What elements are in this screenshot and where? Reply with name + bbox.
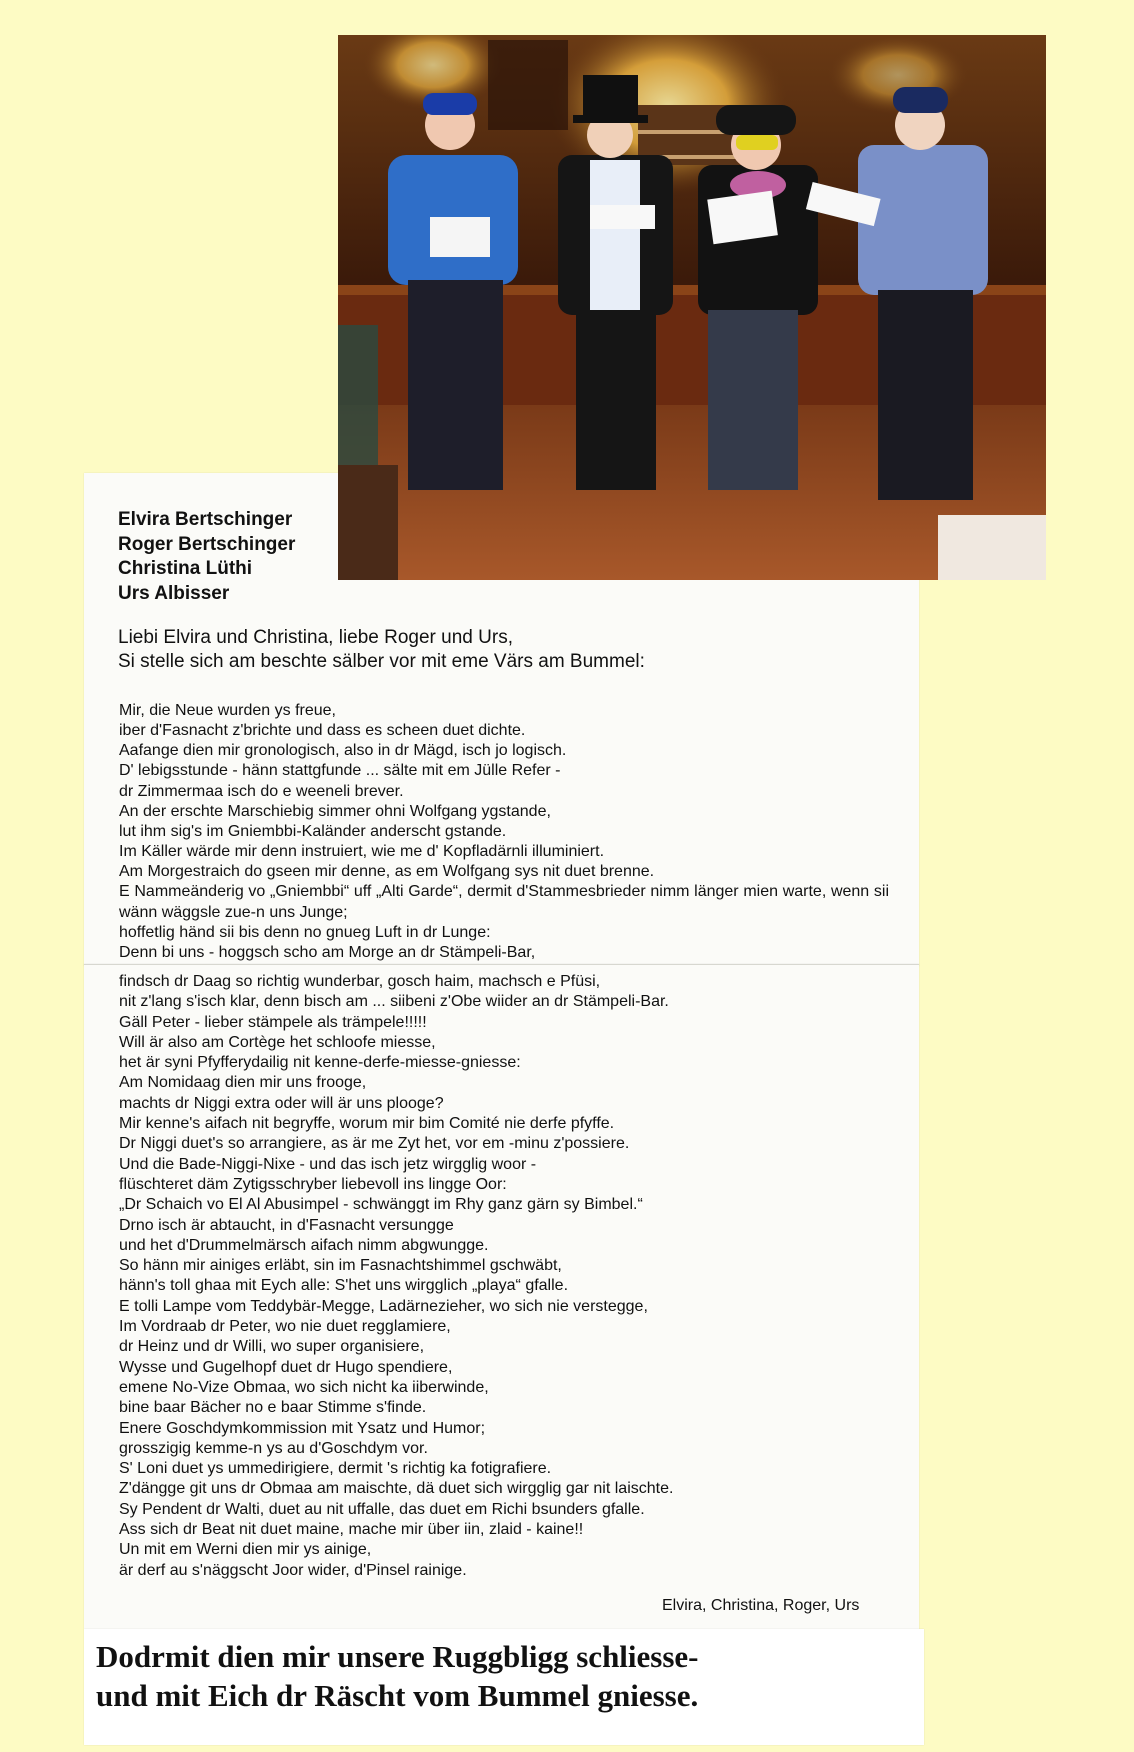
poem-line: dr Heinz und dr Willi, wo super organisiere, [119, 1338, 425, 1356]
poem-line: Im Vordraab dr Peter, wo nie duet regglamiere, [119, 1318, 451, 1336]
poem-line: hoffetlig händ sii bis denn no gnueg Luft in dr Lunge: [119, 923, 491, 941]
poem-line: Am Nomidaag dien mir uns frooge, [119, 1074, 367, 1092]
poem-line: So hänn mir ainiges erläbt, sin im Fasnachtshimmel gschwäbt, [119, 1257, 562, 1275]
greeting-line: Liebi Elvira und Christina, liebe Roger und Urs, [118, 627, 513, 648]
poem-line: Drno isch är abtaucht, in d'Fasnacht versungge [119, 1216, 454, 1234]
poem-line: Un mit em Werni dien mir ys ainige, [119, 1541, 372, 1559]
poem-line: het är syni Pfyfferydailig nit kenne-derfe-miesse-gniesse: [119, 1054, 521, 1072]
closing-line: und mit Eich dr Räscht vom Bummel gniesse. [96, 1678, 699, 1713]
names-block [118, 508, 295, 606]
closing-line: Dodrmit dien mir unsere Ruggbligg schliesse- [96, 1639, 699, 1674]
name-line: Urs Albisser [118, 582, 230, 604]
poem-line: „Dr Schaich vo El Al Abusimpel - schwänggt im Rhy ganz gärn sy Bimbel.“ [119, 1196, 643, 1214]
poem-line: dr Zimmermaa isch do e weeneli brever. [119, 782, 404, 800]
closing-verse [96, 1637, 699, 1715]
poem-line: Und die Bade-Niggi-Nixe - und das isch jetz wirgglig woor - [119, 1155, 537, 1173]
group-photo [338, 35, 1046, 580]
poem-line: Aafange dien mir gronologisch, also in dr Mägd, isch jo logisch. [119, 742, 567, 760]
poem-line: E tolli Lampe vom Teddybär-Megge, Ladärnezieher, wo sich nie verstegge, [119, 1297, 648, 1315]
poem-line: grosszigig kemme-n ys au d'Goschdym vor. [119, 1439, 428, 1457]
poem-line: flüschteret däm Zytigsschryber liebevoll ins lingge Oor: [119, 1175, 507, 1193]
poem-line: Im Käller wärde mir denn instruiert, wie me d' Kopfladärnli illuminiert. [119, 843, 605, 861]
poem-line: findsch dr Daag so richtig wunderbar, gosch haim, machsch e Pfüsi, [119, 973, 601, 990]
poem-line: E Nammeänderig vo „Gniembbi“ uff „Alti Garde“, dermit d'Stammesbrieder nimm länger mien warte, wenn sii wänn wäggsle zue-n uns Junge; [119, 883, 889, 921]
greeting-line: Si stelle sich am beschte sälber vor mit eme Värs am Bummel: [118, 651, 645, 672]
poem-line: bine baar Bächer no e baar Stimme s'finde. [119, 1399, 427, 1417]
poem-line: nit z'lang s'isch klar, denn bisch am ... siibeni z'Obe wiider an dr Stämpeli-Bar. [119, 993, 669, 1011]
poem-line: Sy Pendent dr Walti, duet au nit uffalle, das duet em Richi bsunders gfalle. [119, 1500, 645, 1518]
poem-line: Mir, die Neue wurden ys freue, [119, 702, 336, 719]
poem-line: Dr Niggi duet's so arrangiere, as är me Zyt het, vor em -minu z'possiere. [119, 1135, 630, 1153]
poem-line: emene No-Vize Obmaa, wo sich nicht ka iiberwinde, [119, 1378, 489, 1396]
poem-line: är derf au s'näggscht Joor wider, d'Pinsel rainige. [119, 1561, 467, 1579]
name-line: Roger Bertschinger [118, 533, 296, 555]
name-line: Elvira Bertschinger [118, 509, 293, 530]
poem-line: Enere Goschdymkommission mit Ysatz und Humor; [119, 1419, 486, 1437]
poem-line: lut ihm sig's im Gniembbi-Kaländer anderscht gstande. [119, 822, 507, 840]
name-line: Christina Lüthi [118, 558, 253, 579]
poem-line: An der erschte Marschiebig simmer ohni Wolfgang ygstande, [119, 802, 551, 820]
signature: Elvira, Christina, Roger, Urs [662, 1597, 860, 1614]
greeting [118, 626, 645, 674]
group-photo-icon [338, 35, 1046, 580]
poem-part-2 [119, 972, 889, 1581]
poem-line: Mir kenne's aifach nit begryffe, worum mir bim Comité nie derfe pfyffe. [119, 1115, 615, 1133]
poem-line: Z'dängge git uns dr Obmaa am maischte, dä duet sich wirgglig gar nit laischte. [119, 1480, 674, 1498]
poem-line: Gäll Peter - lieber stämpele als trämpele!!!!! [119, 1013, 427, 1031]
poem-line: Ass sich dr Beat nit duet maine, mache mir über iin, zlaid - kaine!! [119, 1521, 584, 1539]
poem-part-1 [119, 701, 889, 963]
poem-line: D' lebigsstunde - hänn stattgfunde ... sälte mit em Jülle Refer - [119, 762, 561, 780]
poem-line: machts dr Niggi extra oder will är uns plooge? [119, 1094, 444, 1112]
clipping-edge [84, 964, 919, 965]
poem-line: Will är also am Cortège het schloofe miesse, [119, 1033, 436, 1051]
poem-line: Wysse und Gugelhopf duet dr Hugo spendiere, [119, 1358, 453, 1376]
poem-line: und het d'Drummelmärsch aifach nimm abgwungge. [119, 1236, 489, 1254]
poem-line: hänn's toll ghaa mit Eych alle: S'het uns wirgglich „playa“ gfalle. [119, 1277, 569, 1295]
poem-line: S' Loni duet ys ummedirigiere, dermit 's richtig ka fotigrafiere. [119, 1460, 552, 1478]
poem-line: Denn bi uns - hoggsch scho am Morge an dr Stämpeli-Bar, [119, 943, 536, 961]
poem-line: Am Morgestraich do gseen mir denne, as em Wolfgang sys nit duet brenne. [119, 863, 655, 881]
poem-line: iber d'Fasnacht z'brichte und dass es scheen duet dichte. [119, 722, 526, 740]
